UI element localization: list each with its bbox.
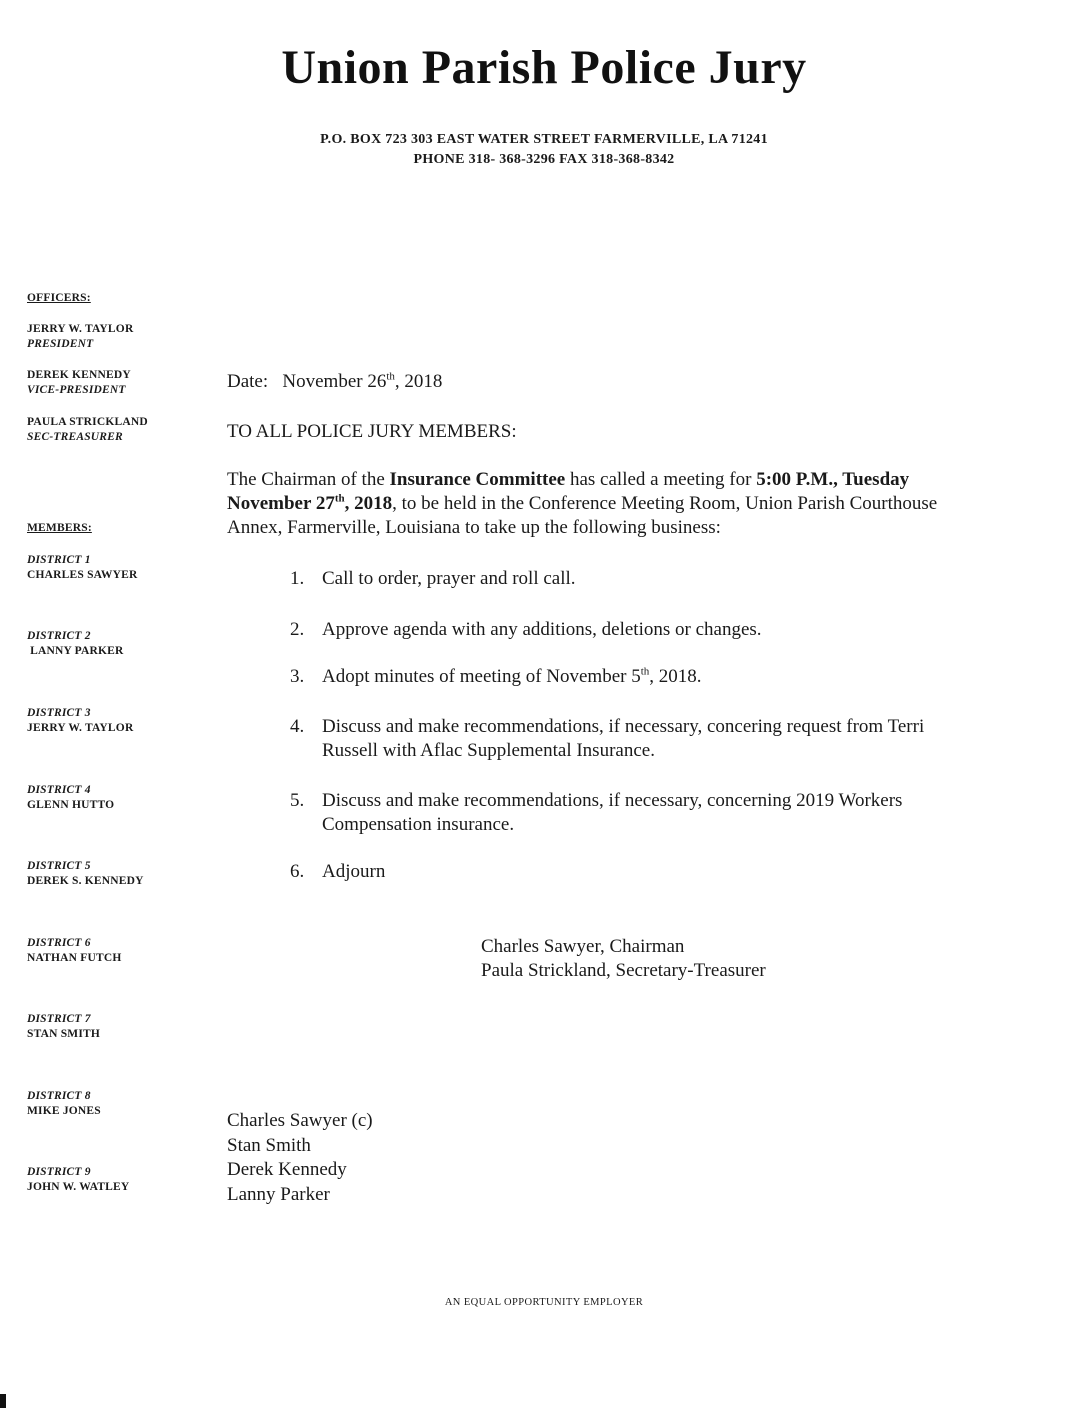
salutation: TO ALL POLICE JURY MEMBERS: bbox=[227, 421, 517, 442]
member-entry bbox=[27, 706, 133, 736]
officer-entry bbox=[27, 322, 133, 352]
agenda-number: 5. bbox=[290, 790, 305, 811]
member-entry bbox=[27, 553, 137, 583]
agenda-number: 2. bbox=[290, 619, 305, 640]
member-district: DISTRICT 8 bbox=[27, 1090, 91, 1102]
member-name: NATHAN FUTCH bbox=[27, 952, 122, 964]
member-district: DISTRICT 7 bbox=[27, 1013, 91, 1025]
committee-member: Derek Kennedy bbox=[227, 1159, 347, 1180]
member-name: JOHN W. WATLEY bbox=[27, 1181, 130, 1193]
date-label: Date: bbox=[227, 371, 269, 392]
officer-entry bbox=[27, 415, 148, 445]
meeting-time-suffix: th bbox=[334, 492, 345, 505]
agenda-text: Discuss and make recommendations, if necessary, concering request from Terri Russell with Aflac Supplemental Insurance. bbox=[322, 716, 925, 761]
officer-role: PRESIDENT bbox=[27, 338, 94, 350]
agenda-item bbox=[290, 789, 970, 839]
intro-paragraph bbox=[227, 468, 967, 540]
officer-name: PAULA STRICKLAND bbox=[27, 416, 148, 428]
committee-member: Stan Smith bbox=[227, 1135, 311, 1156]
intro-text: The Chairman of the bbox=[227, 469, 390, 490]
committee-member: Lanny Parker bbox=[227, 1184, 330, 1205]
member-entry bbox=[27, 936, 122, 966]
officer-name: DEREK KENNEDY bbox=[27, 369, 131, 381]
meeting-time-year: , 2018 bbox=[344, 493, 393, 514]
member-district: DISTRICT 6 bbox=[27, 937, 91, 949]
officer-role: SEC-TREASURER bbox=[27, 431, 123, 443]
officer-name: JERRY W. TAYLOR bbox=[27, 323, 134, 335]
agenda-number: 3. bbox=[290, 666, 305, 687]
date-suffix: th bbox=[386, 370, 395, 383]
agenda-tail: , 2018. bbox=[649, 666, 702, 687]
letterhead-address: P.O. BOX 723 303 EAST WATER STREET FARMERVILLE, LA 71241 bbox=[320, 132, 768, 147]
agenda-number: 6. bbox=[290, 861, 305, 882]
agenda-text: Adjourn bbox=[322, 861, 386, 882]
agenda-text-wrap bbox=[322, 665, 972, 689]
officers-heading: OFFICERS: bbox=[27, 292, 91, 304]
signature-secretary: Paula Strickland, Secretary-Treasurer bbox=[481, 960, 766, 981]
member-district: DISTRICT 2 bbox=[27, 630, 91, 642]
member-entry bbox=[27, 783, 114, 813]
member-district: DISTRICT 3 bbox=[27, 707, 91, 719]
agenda-text: Adopt minutes of meeting of November 5 bbox=[322, 666, 641, 687]
member-name: JERRY W. TAYLOR bbox=[27, 722, 134, 734]
member-entry bbox=[27, 629, 124, 659]
letterhead-title: Union Parish Police Jury bbox=[281, 41, 807, 94]
member-name: CHARLES SAWYER bbox=[27, 569, 138, 581]
agenda-text: Approve agenda with any additions, deletions or changes. bbox=[322, 619, 762, 640]
member-entry bbox=[27, 1089, 101, 1119]
member-name: DEREK S. KENNEDY bbox=[27, 875, 144, 887]
member-name: LANNY PARKER bbox=[27, 645, 124, 657]
date-value: November 26 bbox=[282, 371, 387, 392]
agenda-suffix: th bbox=[640, 665, 650, 678]
letterhead-phone: PHONE 318- 368-3296 FAX 318-368-8342 bbox=[413, 152, 675, 167]
agenda-number: 4. bbox=[290, 716, 305, 737]
agenda-number: 1. bbox=[290, 568, 305, 589]
member-district: DISTRICT 1 bbox=[27, 554, 91, 566]
agenda-item bbox=[290, 715, 970, 765]
meeting-time-text: 5:00 P.M., Tuesday November 27 bbox=[227, 469, 910, 514]
agenda-text: Call to order, prayer and roll call. bbox=[322, 568, 576, 589]
committee-name: Insurance Committee bbox=[389, 469, 566, 490]
date-line bbox=[227, 370, 442, 394]
member-district: DISTRICT 9 bbox=[27, 1166, 91, 1178]
member-name: STAN SMITH bbox=[27, 1028, 101, 1040]
member-name: GLENN HUTTO bbox=[27, 799, 115, 811]
officer-role: VICE-PRESIDENT bbox=[27, 384, 126, 396]
footer: AN EQUAL OPPORTUNITY EMPLOYER bbox=[444, 1297, 644, 1308]
committee-member: Charles Sawyer (c) bbox=[227, 1110, 373, 1131]
member-entry bbox=[27, 1012, 100, 1042]
member-entry bbox=[27, 859, 144, 889]
scan-mark bbox=[0, 1394, 6, 1408]
date-year: , 2018 bbox=[394, 371, 443, 392]
member-district: DISTRICT 4 bbox=[27, 784, 91, 796]
members-heading: MEMBERS: bbox=[27, 522, 92, 534]
member-name: MIKE JONES bbox=[27, 1105, 101, 1117]
member-entry bbox=[27, 1165, 129, 1195]
officer-entry bbox=[27, 368, 131, 398]
intro-text: has called a meeting for bbox=[565, 469, 757, 490]
signature-chairman: Charles Sawyer, Chairman bbox=[481, 936, 685, 957]
intro-text: , to be held in the Conference Meeting Room, Union Parish Courthouse Annex, Farmerville, Louisiana to take up the following business: bbox=[227, 493, 938, 538]
member-district: DISTRICT 5 bbox=[27, 860, 91, 872]
agenda-text: Discuss and make recommendations, if necessary, concerning 2019 Workers Compensation insurance. bbox=[322, 790, 903, 835]
